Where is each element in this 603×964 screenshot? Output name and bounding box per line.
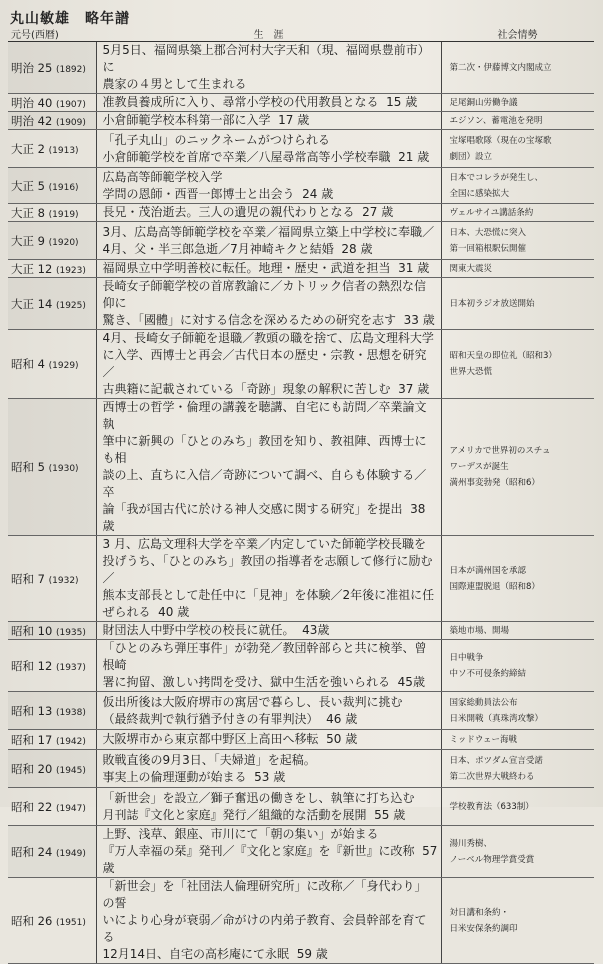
era-name: 昭和 17 (11, 732, 53, 747)
life-line: 西博士の哲学・倫理の講義を聴講、自宅にも訪問／卒業論文執 (102, 400, 427, 431)
society-line: 日米開戦（真珠湾攻撃） (449, 713, 544, 724)
era-name: 大正 12 (11, 261, 53, 276)
life-line: 3月、広島高等師範学校を卒業／福岡県立築上中学校に奉職／ (102, 224, 435, 239)
age: 38 歳 (102, 502, 426, 533)
society-cell (441, 622, 594, 640)
age: 57 歳 (102, 844, 438, 875)
era-name: 大正 9 (11, 233, 45, 248)
life-line: 論「我が国古代に於ける神人交感に関する研究」を提出 38 歳 (102, 502, 426, 533)
society-cell (441, 692, 594, 730)
table-row (8, 278, 594, 330)
table-row (8, 750, 594, 788)
era-cell (8, 622, 96, 640)
era-year: (1951) (55, 917, 86, 928)
era-name: 昭和 13 (11, 703, 53, 718)
era-year: (1920) (48, 237, 79, 248)
life-line: 農家の４男として生まれる (102, 77, 247, 91)
era-cell (8, 94, 96, 112)
era-cell (8, 204, 96, 222)
chronology-table (8, 25, 594, 964)
society-line: 宝塚唱歌隊（現在の宝塚歌 (449, 135, 552, 146)
era-year: (1892) (55, 64, 86, 75)
era-year: (1937) (55, 662, 86, 673)
life-line: 長崎女子師範学校の首席教諭に／カトリック信者の熱烈な信仰に (102, 279, 427, 310)
era-year: (1925) (55, 300, 86, 311)
society-cell (441, 826, 594, 878)
age: 27 歳 (362, 205, 394, 219)
age: 53 歳 (254, 769, 286, 784)
era-name: 昭和 24 (11, 844, 53, 859)
table-row (8, 640, 594, 692)
era-cell (8, 42, 96, 94)
era-name: 大正 5 (11, 178, 45, 193)
table-header (8, 25, 594, 42)
life-line: ぜられる 40 歳 (102, 605, 190, 619)
society-line: 国家総動員法公布 (449, 697, 518, 708)
era-year: (1929) (48, 361, 79, 371)
life-line: 大阪堺市から東京都中野区上高田へ移転 50 歳 (102, 732, 358, 746)
society-line: ノーベル物理学賞受賞 (449, 854, 535, 865)
era-cell (8, 536, 96, 622)
life-line: 署に拘留、激しい拷問を受け、獄中生活を強いられる 45歳 (102, 675, 425, 689)
society-line: ワーデスが誕生 (449, 462, 509, 472)
society-cell (441, 130, 594, 168)
age: 55 歳 (374, 807, 406, 822)
life-cell (96, 878, 441, 964)
era-name: 昭和 10 (11, 623, 53, 638)
life-cell (96, 750, 441, 788)
age: 40 歳 (158, 605, 190, 619)
age: 31 歳 (398, 261, 430, 275)
age: 45歳 (397, 675, 425, 689)
era-year: (1930) (48, 464, 79, 474)
life-cell (96, 730, 441, 750)
table-row (8, 130, 594, 168)
table-row (8, 622, 594, 640)
era-year: (1945) (55, 765, 86, 776)
life-line: 敗戦直後の9月3日、「夫婦道」を起稿。 (102, 752, 316, 767)
era-year: (1935) (55, 627, 86, 638)
era-name: 昭和 26 (11, 913, 53, 928)
society-cell (441, 168, 594, 204)
table-row (8, 692, 594, 730)
era-cell (8, 222, 96, 260)
table-row (8, 730, 594, 750)
life-cell (96, 222, 441, 260)
society-cell (441, 878, 594, 964)
society-cell (441, 222, 594, 260)
life-cell (96, 278, 441, 330)
table-row (8, 42, 594, 94)
life-cell (96, 260, 441, 278)
age: 37 歳 (398, 382, 430, 396)
life-line: 驚き、「國體」に対する信念を深めるための研究を志す 33 歳 (102, 313, 435, 327)
life-line: 財団法人中野中学校の校長に就任。 43歳 (102, 623, 330, 637)
life-line: 5月5日、福岡県築上郡合河村大字天和（現、福岡県豊前市）に (102, 43, 430, 74)
era-year: (1913) (48, 145, 79, 156)
society-line: 劇団）設立 (449, 151, 493, 162)
society-line: 日本が満州国を承認 (449, 565, 527, 576)
life-line: （最終裁判で執行猶予付きの有罪判決） 46 歳 (102, 711, 358, 726)
life-line: 筆中に新興の「ひとのみち」教団を知り、教祖陣、西博士にも相 (102, 434, 427, 465)
era-cell (8, 168, 96, 204)
age: 59 歳 (296, 947, 328, 961)
era-cell (8, 826, 96, 878)
life-line: 学問の恩師・西晋一郎博士と出会う 24 歳 (102, 186, 334, 201)
table-row (8, 330, 594, 399)
era-name: 昭和 4 (11, 357, 45, 371)
society-line: 日中戦争 (449, 652, 484, 663)
era-cell (8, 692, 96, 730)
life-line: 投げうち、「ひとのみち」教団の指導者を志願して修行に励む／ (102, 554, 433, 585)
life-line: 広島高等師範学校入学 (102, 169, 223, 184)
life-cell (96, 204, 441, 222)
era-cell (8, 112, 96, 130)
life-cell (96, 168, 441, 204)
society-cell (441, 330, 594, 399)
society-cell (441, 278, 594, 330)
table-row (8, 112, 594, 130)
life-cell (96, 94, 441, 112)
society-line: 湯川秀樹、 (449, 838, 493, 849)
society-line: 国際連盟脱退（昭和8） (449, 581, 540, 592)
life-line: 古典籍に記載されている「奇跡」現象の解釈に苦しむ 37 歳 (102, 382, 430, 396)
era-cell (8, 278, 96, 330)
table-row (8, 399, 594, 536)
life-cell (96, 640, 441, 692)
era-cell (8, 330, 96, 399)
table-row (8, 222, 594, 260)
society-cell (441, 730, 594, 750)
society-cell (441, 204, 594, 222)
life-cell (96, 692, 441, 730)
society-line: 日本、大恐慌に突入 (449, 227, 527, 238)
header-society: 社会情勢 (441, 25, 594, 42)
life-line: いにより心身が衰弱／命がけの内弟子教育、会員幹部を育てる (102, 913, 427, 944)
society-line: 日米安保条約調印 (449, 923, 518, 934)
era-name: 大正 2 (11, 141, 45, 156)
society-cell (441, 536, 594, 622)
age: 17 歳 (278, 113, 310, 127)
life-cell (96, 112, 441, 130)
era-year: (1938) (55, 707, 86, 718)
header-life: 生 涯 (96, 25, 441, 42)
society-line: 関東大震災 (449, 263, 493, 274)
life-cell (96, 399, 441, 536)
society-cell (441, 399, 594, 536)
era-year: (1923) (55, 265, 86, 276)
life-cell (96, 130, 441, 168)
era-cell (8, 260, 96, 278)
era-name: 昭和 7 (11, 571, 45, 586)
era-year: (1942) (55, 736, 86, 747)
society-line: 全国に感染拡大 (449, 188, 510, 199)
era-name: 明治 40 (11, 95, 53, 110)
table-row (8, 168, 594, 204)
life-line: 長兄・茂治逝去。三人の遺児の親代わりとなる 27 歳 (102, 205, 394, 219)
table-row (8, 826, 594, 878)
society-line: 中ソ不可侵条約締結 (449, 668, 527, 679)
life-line: 12月14日、自宅の高杉庵にて永眠 59 歳 (102, 947, 328, 961)
table-row (8, 260, 594, 278)
society-cell (441, 750, 594, 788)
era-name: 昭和 20 (11, 761, 53, 776)
life-line: 3 月、広島文理科大学を卒業／内定していた師範学校長職を (102, 537, 426, 551)
era-name: 明治 42 (11, 113, 53, 128)
society-line: ミッドウェー海戦 (449, 734, 517, 745)
society-cell (441, 112, 594, 130)
era-year: (1916) (48, 182, 79, 193)
era-name: 昭和 12 (11, 658, 53, 673)
age: 15 歳 (386, 95, 418, 109)
life-cell (96, 42, 441, 94)
society-line: 第二次世界大戦終わる (449, 771, 535, 782)
life-line: 4月、父・半三郎急逝／7月神崎キクと結婚 28 歳 (102, 241, 373, 256)
society-line: 世界大恐慌 (449, 367, 493, 377)
society-cell (441, 42, 594, 94)
table-row (8, 878, 594, 964)
era-name: 昭和 5 (11, 460, 45, 474)
table-row (8, 94, 594, 112)
age: 28 歳 (341, 241, 373, 256)
life-line: 小倉師範学校を首席で卒業／八屋尋常高等小学校奉職 21 歳 (102, 149, 430, 164)
era-year: (1932) (48, 575, 79, 586)
era-year: (1919) (48, 209, 79, 220)
era-year: (1949) (55, 848, 86, 859)
life-cell (96, 536, 441, 622)
society-line: 第一回箱根駅伝開催 (449, 243, 527, 254)
life-cell (96, 330, 441, 399)
era-year: (1947) (55, 803, 86, 814)
society-line: ヴェルサイユ講話条約 (449, 207, 534, 218)
society-line: 足尾銅山労働争議 (449, 97, 518, 108)
age: 50 歳 (326, 732, 358, 746)
era-year: (1907) (55, 99, 86, 110)
era-cell (8, 640, 96, 692)
life-line: 仮出所後は大阪府堺市の寓居で暮らし、長い裁判に挑む (102, 694, 403, 709)
society-cell (441, 640, 594, 692)
table-row (8, 536, 594, 622)
life-line: 談の上、直ちに入信／奇跡について調べ、自らも体験する／卒 (102, 468, 427, 499)
era-cell (8, 878, 96, 964)
page-title: 丸山敏雄 略年譜 (10, 11, 130, 27)
table-row (8, 204, 594, 222)
age: 33 歳 (403, 313, 435, 327)
header-era: 元号(西暦) (8, 25, 96, 42)
life-line: 「ひとのみち弾圧事件」が勃発／教団幹部らと共に検挙、曾根崎 (102, 641, 427, 672)
society-line: 日本、ポツダム宣言受諾 (449, 755, 543, 766)
age: 46 歳 (326, 711, 358, 726)
society-line: 満州事変勃発（昭和6） (449, 478, 540, 488)
society-cell (441, 94, 594, 112)
life-line: に入学、西博士と再会／古代日本の歴史・宗教・思想を研究／ (102, 348, 427, 379)
era-name: 明治 25 (11, 60, 53, 75)
life-line: 「新世会」を設立／獅子奮迅の働きをし、執筆に打ち込む (102, 790, 415, 805)
era-name: 昭和 22 (11, 799, 53, 814)
life-line: 上野、浅草、銀座、市川にて「朝の集い」が始まる (102, 827, 379, 841)
life-line: 「新世会」を「社団法人倫理研究所」に改称／「身代わり」の誓 (102, 879, 427, 910)
society-line: 学校教育法（633制） (449, 801, 534, 812)
life-line: 福岡県立中学明善校に転任。地理・歴史・武道を担当 31 歳 (102, 261, 430, 275)
era-name: 大正 14 (11, 296, 53, 311)
life-line: 月刊誌『文化と家庭』発行／組織的な活動を展開 55 歳 (102, 807, 406, 822)
age: 21 歳 (398, 149, 430, 164)
society-cell (441, 260, 594, 278)
society-line: 昭和天皇の即位礼（昭和3） (449, 351, 557, 361)
era-cell (8, 399, 96, 536)
life-line: 准教員養成所に入り、尋常小学校の代用教員となる 15 歳 (102, 95, 418, 109)
life-line: 「孔子丸山」のニックネームがつけられる (102, 132, 330, 147)
society-line: 築地市場、開場 (449, 625, 510, 636)
life-line: 小倉師範学校本科第一部に入学 17 歳 (102, 113, 310, 127)
society-line: 対日講和条約・ (449, 907, 510, 918)
life-line: 4月、長崎女子師範を退職／教頭の職を捨て、広島文理科大学 (102, 331, 434, 345)
life-line: 『万人幸福の栞』発刊／『文化と家庭』を『新世』に改称 57 歳 (102, 844, 438, 875)
era-cell (8, 130, 96, 168)
age: 24 歳 (302, 186, 334, 201)
life-line: 熊本支部長として赴任中に「見神」を体験／2年後に准祖に任 (102, 588, 435, 602)
era-cell (8, 750, 96, 788)
era-cell (8, 730, 96, 750)
society-line: 日本初ラジオ放送開始 (449, 298, 535, 309)
society-line: 日本でコレラが発生し、 (449, 172, 544, 183)
era-name: 大正 8 (11, 205, 45, 220)
life-line: 事実上の倫理運動が始まる 53 歳 (102, 769, 286, 784)
society-line: アメリカで世界初のスチュ (449, 446, 551, 456)
life-cell (96, 622, 441, 640)
era-year: (1909) (55, 117, 86, 128)
age: 43歳 (302, 623, 330, 637)
society-line: 第二次・伊藤博文内閣成立 (449, 62, 552, 73)
life-cell (96, 826, 441, 878)
society-line: エジソン、蓄電池を発明 (449, 115, 543, 126)
